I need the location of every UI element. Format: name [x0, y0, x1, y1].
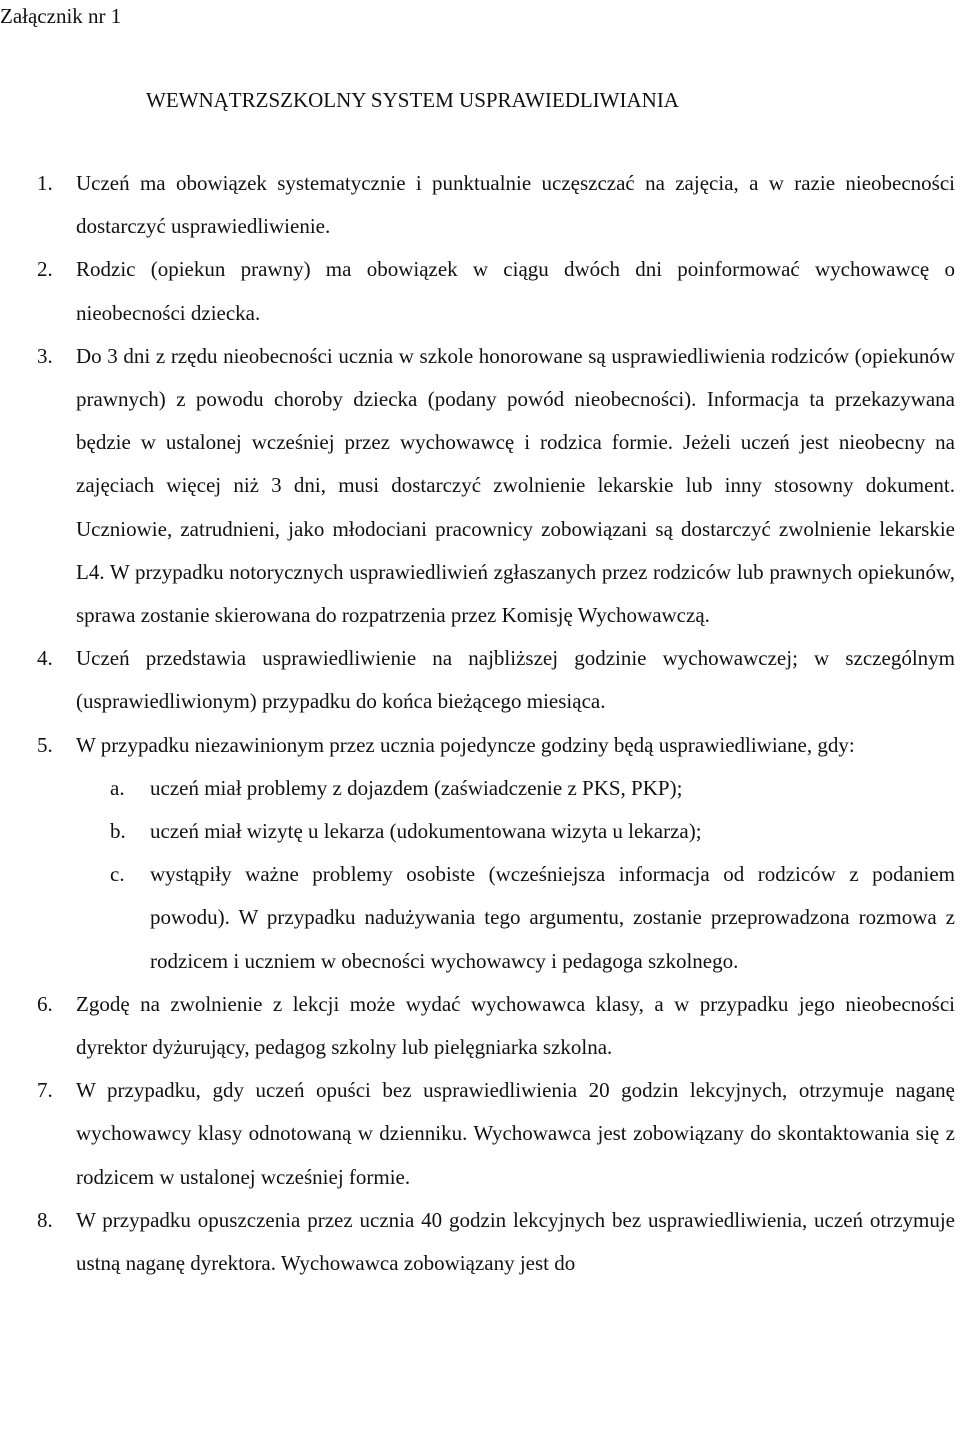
sub-list-item	[0, 767, 955, 810]
item-text: Do 3 dni z rzędu nieobecności ucznia w szkole honorowane są usprawiedliwienia rodziców (opiekunów prawnych) z powodu choroby dziecka (podany powód nieobecności). Informacja ta przekazywana będzie w ustalonej wcześniej przez wychowawcę i rodzica formie. Jeżeli uczeń jest nieobecny na zajęciach więcej niż 3 dni, musi dostarczyć zwolnienie lekarskie lub inny stosowny dokument. Uczniowie, zatrudnieni, jako młodociani pracownicy zobowiązani są dostarczyć zwolnienie lekarskie L4. W przypadku notorycznych usprawiedliwień zgłaszanych przez rodziców lub prawnych opiekunów, sprawa zostanie skierowana do rozpatrzenia przez Komisję Wychowawczą.	[76, 343, 955, 628]
attachment-label: Załącznik nr 1	[0, 4, 122, 28]
sub-list-item	[0, 810, 955, 853]
item-text: W przypadku opuszczenia przez ucznia 40 godzin lekcyjnych bez usprawiedliwienia, uczeń otrzymuje ustną naganę dyrektora. Wychowawca zobowiązany jest do	[76, 1207, 955, 1276]
item-text: W przypadku, gdy uczeń opuści bez usprawiedliwienia 20 godzin lekcyjnych, otrzymuje naganę wychowawcy klasy odnotowaną w dzienniku. Wychowawca jest zobowiązany do skontaktowania się z rodzicem w ustalonej wcześniej formie.	[76, 1078, 955, 1189]
item-number: 3.	[37, 343, 53, 368]
sub-item-letter: a.	[110, 775, 125, 800]
list-item	[0, 335, 955, 637]
item-text: Uczeń ma obowiązek systematycznie i punktualnie uczęszczać na zajęcia, a w razie nieobecności dostarczyć usprawiedliwienie.	[76, 171, 955, 239]
sub-item-letter: c.	[110, 862, 125, 887]
item-text: W przypadku niezawinionym przez ucznia pojedyncze godziny będą usprawiedliwiane, gdy:	[76, 732, 855, 757]
sub-list	[76, 767, 955, 983]
sub-item-letter: b.	[110, 819, 126, 844]
list-item	[0, 248, 955, 334]
sub-item-text: wystąpiły ważne problemy osobiste (wcześniejsza informacja od rodziców z podaniem powodu). W przypadku nadużywania tego argumentu, zostanie przeprowadzona rozmowa z rodzicem i uczniem w obecności wychowawcy i pedagoga szkolnego.	[150, 862, 955, 973]
item-number: 5.	[37, 732, 53, 757]
list-item	[0, 162, 955, 248]
item-number: 2.	[37, 257, 53, 282]
item-number: 8.	[37, 1207, 53, 1232]
list-item	[0, 983, 955, 1069]
item-text: Uczeń przedstawia usprawiedliwienie na najbliższej godzinie wychowawczej; w szczególnym (usprawiedliwionym) przypadku do końca bieżącego miesiąca.	[76, 646, 955, 714]
list-item	[0, 724, 955, 983]
sub-list-item	[0, 853, 955, 983]
item-number: 7.	[37, 1078, 53, 1103]
item-number: 1.	[37, 171, 53, 195]
item-text: Zgodę na zwolnienie z lekcji może wydać wychowawca klasy, a w przypadku jego nieobecności dyrektor dyżurujący, pedagog szkolny lub pielęgniarka szkolna.	[76, 991, 955, 1060]
rules-list	[0, 162, 955, 1285]
list-item	[0, 1069, 955, 1199]
sub-item-text: uczeń miał problemy z dojazdem (zaświadczenie z PKS, PKP);	[150, 775, 683, 800]
item-number: 6.	[37, 991, 53, 1016]
document-title: WEWNĄTRZSZKOLNY SYSTEM USPRAWIEDLIWIANIA	[146, 88, 679, 112]
list-item	[0, 637, 955, 723]
item-number: 4.	[37, 646, 53, 671]
sub-item-text: uczeń miał wizytę u lekarza (udokumentowana wizyta u lekarza);	[150, 819, 702, 844]
list-item	[0, 1199, 955, 1285]
item-text: Rodzic (opiekun prawny) ma obowiązek w ciągu dwóch dni poinformować wychowawcę o nieobecności dziecka.	[76, 257, 955, 325]
